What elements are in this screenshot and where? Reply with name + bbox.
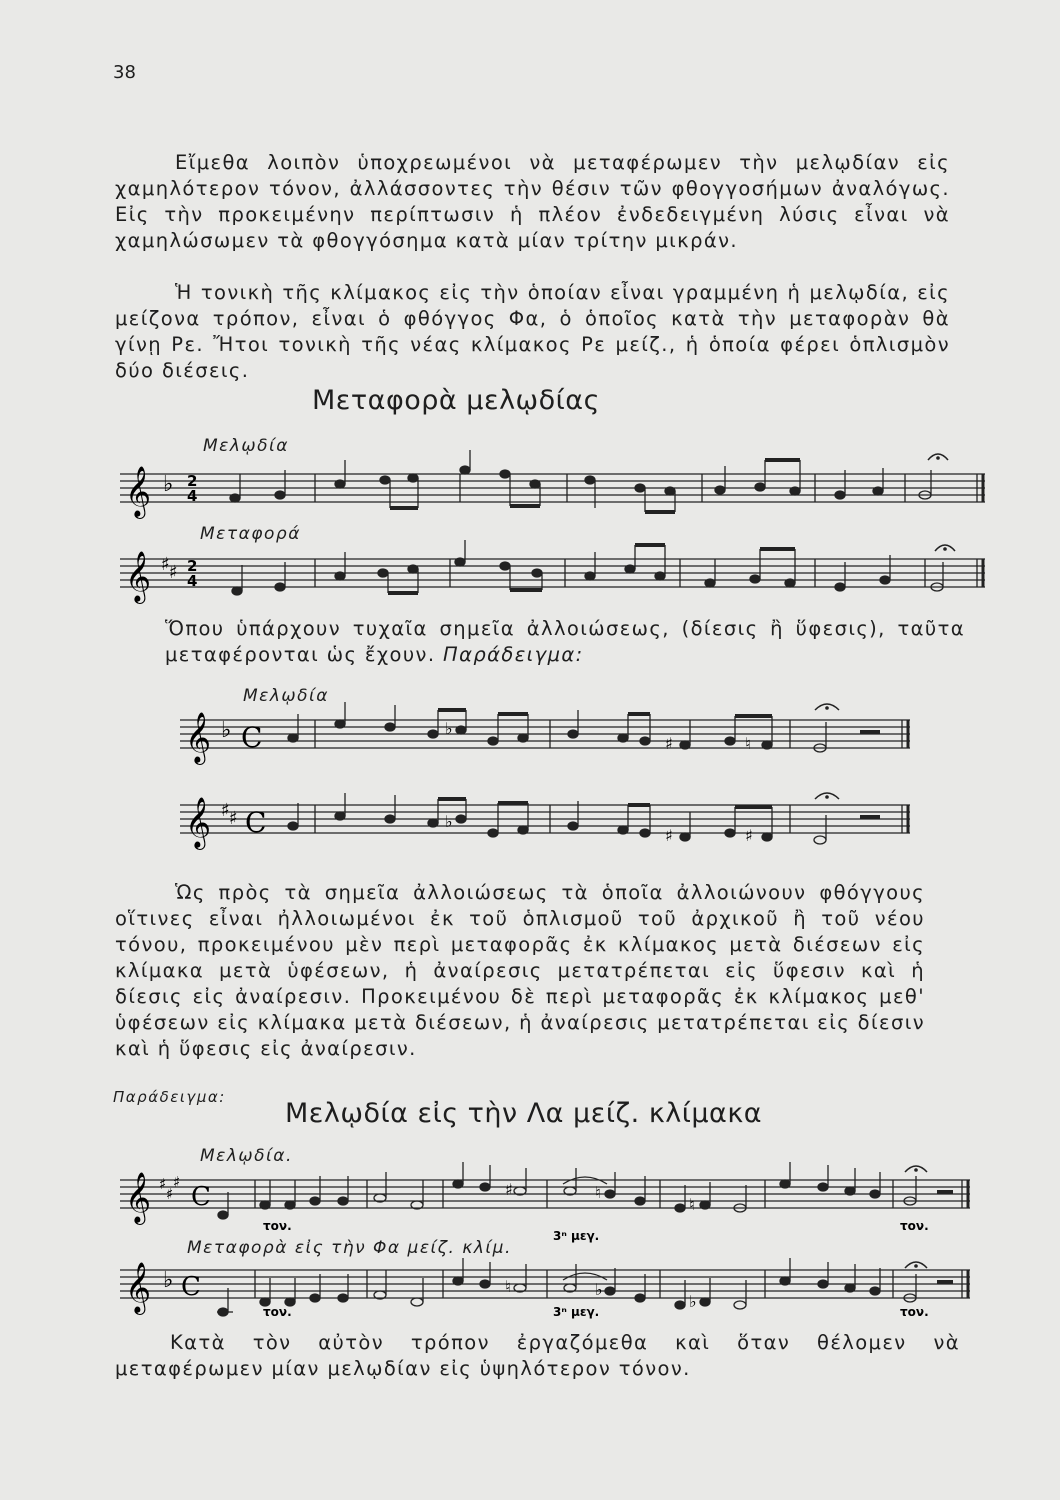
- heading-transposition: Μεταφορὰ μελῳδίας: [312, 385, 600, 416]
- svg-text:♭: ♭: [445, 812, 453, 831]
- staff-melody-3: [115, 1160, 980, 1243]
- svg-text:𝄞: 𝄞: [125, 466, 152, 517]
- svg-text:♮: ♮: [689, 1195, 695, 1214]
- svg-text:4: 4: [187, 572, 198, 590]
- staff-transposed-1: [115, 535, 995, 615]
- svg-text:C: C: [181, 1272, 201, 1302]
- paragraph-accidentals-text: Ὅπου ὑπάρχουν τυχαῖα σημεῖα ἀλλοιώσεως, (δίεσις ἢ ὕφεσις), ταῦτα μεταφέρονται ὡς ἔχουν.: [165, 617, 965, 666]
- svg-text:♭: ♭: [163, 1268, 174, 1293]
- third-mark-1: 3ⁿ μεγ.: [553, 1229, 600, 1243]
- svg-text:𝄞: 𝄞: [125, 1172, 152, 1223]
- staff-transposed-2: [175, 785, 920, 865]
- svg-text:♮: ♮: [595, 1183, 601, 1202]
- svg-text:♯: ♯: [745, 826, 753, 845]
- label-melody-3: Μελῳδία.: [200, 1146, 293, 1166]
- paragraph-accidentals: [165, 616, 965, 668]
- svg-text:♭: ♭: [163, 472, 174, 497]
- staff-melody-2: [175, 700, 920, 780]
- svg-text:♮: ♮: [745, 734, 751, 753]
- example-prefix: Παράδειγμα:: [113, 1088, 226, 1106]
- svg-text:C: C: [245, 806, 267, 839]
- svg-text:♯: ♯: [159, 1175, 167, 1193]
- label-melody-1: Μελῳδία: [203, 436, 290, 456]
- svg-text:♯: ♯: [161, 554, 170, 575]
- paragraph-intro: Εἴμεθα λοιπὸν ὑποχρεωμένοι νὰ μεταφέρωμεν τὴν μελῳδίαν εἰς χαμηλότερον τόνον, ἀλλάσσοντες τὴν θέσιν τῶν φθογγοσήμων ἀναλόγως. Εἰς τὴν προκειμένην περίπτωσιν ἡ πλέον ἐνδεδειγμένη λύσις εἶναι νὰ χαμηλώσωμεν τὰ φθογγόσημα κατὰ μίαν τρίτην μικράν.: [115, 151, 950, 252]
- svg-text:C: C: [191, 1182, 211, 1212]
- svg-text:♭: ♭: [689, 1292, 697, 1311]
- staff-transposed-3: [115, 1250, 980, 1330]
- ton-mark-2: τον.: [900, 1219, 929, 1233]
- svg-text:♮: ♮: [505, 1277, 511, 1296]
- svg-text:2: 2: [187, 472, 198, 490]
- svg-text:♭: ♭: [595, 1280, 603, 1299]
- svg-text:♭: ♭: [445, 719, 453, 738]
- svg-text:♯: ♯: [221, 800, 230, 821]
- ton-mark-1: τον.: [263, 1219, 292, 1233]
- svg-text:♯: ♯: [665, 734, 673, 753]
- paragraph-conclusion: Κατὰ τὸν αὐτὸν τρόπον ἐργαζόμεθα καὶ ὅταν θέλομεν νὰ μεταφέρωμεν μίαν μελῳδίαν εἰς ὑψηλότερον τόνον.: [115, 1331, 960, 1380]
- label-transposed-1: Μεταφορά: [200, 524, 301, 544]
- svg-text:2: 2: [187, 557, 198, 575]
- svg-text:♯: ♯: [505, 1180, 513, 1199]
- svg-text:♯: ♯: [173, 1173, 181, 1191]
- svg-text:𝄞: 𝄞: [125, 1262, 152, 1313]
- svg-text:𝄞: 𝄞: [185, 797, 212, 848]
- svg-text:♯: ♯: [166, 1185, 174, 1203]
- heading-a-major-melody: Μελῳδία εἰς τὴν Λα μείζ. κλίμακα: [285, 1098, 763, 1129]
- ton-mark-3: τον.: [263, 1305, 292, 1319]
- third-mark-2: 3ⁿ μεγ.: [553, 1305, 600, 1319]
- svg-text:C: C: [241, 721, 263, 754]
- paragraph-tonic: Ἡ τονικὴ τῆς κλίμακος εἰς τὴν ὁποίαν εἶναι γραμμένη ἡ μελῳδία, εἰς μείζονα τρόπον, εἶναι ὁ φθόγγος Φα, ὁ ὁποῖος κατὰ τὴν μεταφορὰν θὰ γίνῃ Ρε. Ἤτοι τονικὴ τῆς νέας κλίμακος Ρε μείζ., ἡ ὁποία φέρει ὁπλισμὸν δύο διέσεις.: [115, 281, 950, 382]
- svg-text:4: 4: [187, 487, 198, 505]
- label-transposed-3: Μεταφορὰ εἰς τὴν Φα μείζ. κλίμ.: [187, 1238, 512, 1258]
- paragraph-alterations: Ὡς πρὸς τὰ σημεῖα ἀλλοιώσεως τὰ ὁποῖα ἀλλοιώνουν φθόγγους οἵτινες εἶναι ἠλλοιωμένοι ἐκ τοῦ ὁπλισμοῦ τοῦ ἀρχικοῦ ἢ τοῦ νέου τόνου, προκειμένου μὲν περὶ μεταφορᾶς ἐκ κλίμακος μετὰ διέσεων εἰς κλίμακα μετὰ ὑφέσεων, ἡ ἀναίρεσις μετατρέπεται εἰς ὕφεσιν καὶ ἡ δίεσις εἰς ἀναίρεσιν. Προκειμένου δὲ περὶ μεταφορᾶς ἐκ κλίμακος μεθ' ὑφέσεων εἰς κλίμακα μετὰ διέσεων, ἡ ἀναίρεσις μετατρέπεται εἰς δίεσιν καὶ ἡ ὕφεσις εἰς ἀναίρεσιν.: [115, 881, 925, 1060]
- svg-text:♯: ♯: [229, 808, 238, 829]
- staff-melody-1: [115, 450, 995, 530]
- svg-text:♯: ♯: [665, 826, 673, 845]
- svg-text:♯: ♯: [169, 562, 178, 583]
- svg-text:𝄞: 𝄞: [185, 712, 212, 763]
- page-number: 38: [113, 62, 136, 83]
- ton-mark-4: τον.: [900, 1305, 929, 1319]
- svg-text:♭: ♭: [221, 718, 232, 743]
- svg-text:𝄞: 𝄞: [125, 551, 152, 602]
- example-label: Παράδειγμα:: [443, 643, 584, 666]
- label-melody-2: Μελῳδία: [243, 686, 330, 706]
